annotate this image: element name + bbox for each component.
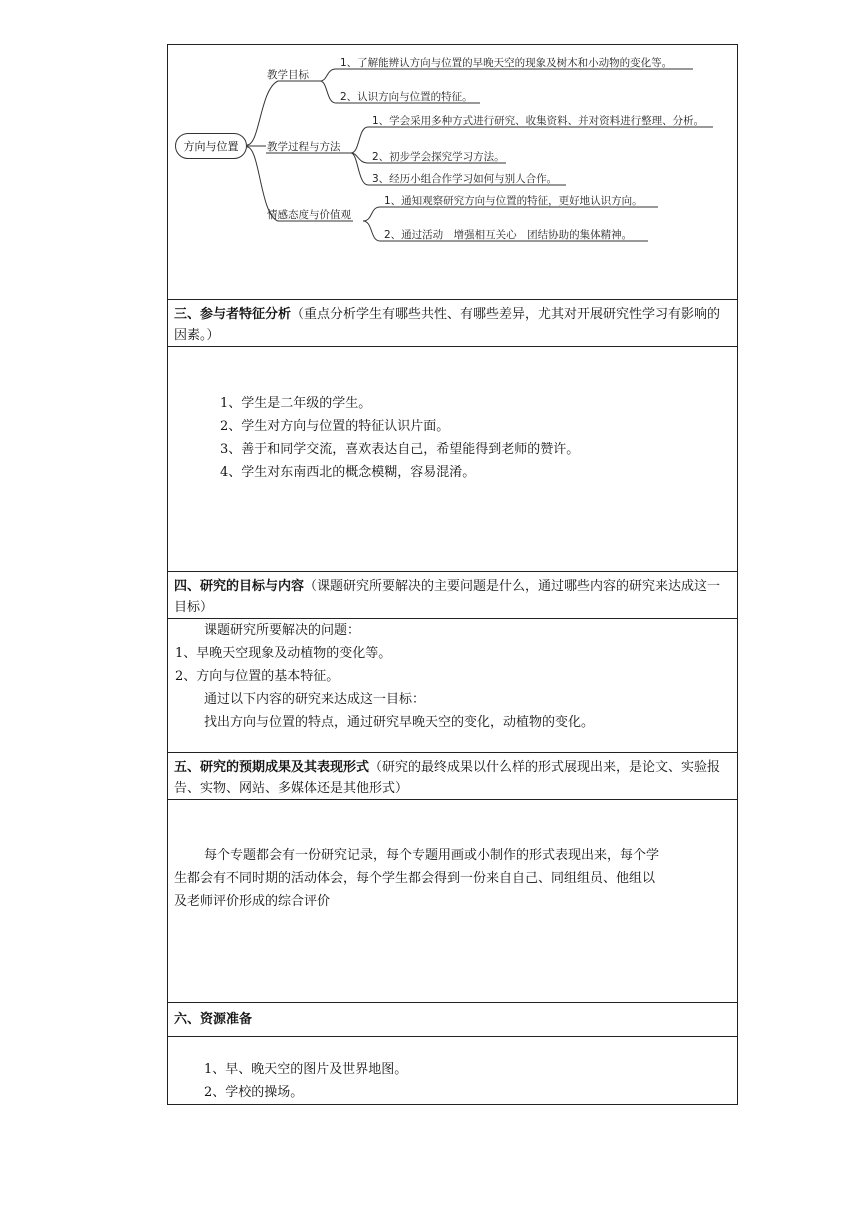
- branch-item: 2、认识方向与位置的特征。: [340, 91, 473, 103]
- branch-item: 1、学会采用多种方式进行研究、收集资料、并对资料进行整理、分析。: [372, 115, 705, 127]
- section-title: 五、研究的预期成果及其表现形式: [174, 760, 370, 775]
- branch-item: 2、通过活动 增强相互关心 团结协助的集体精神。: [384, 229, 633, 241]
- section-6-body: [168, 1037, 737, 1104]
- branch-item: 1、了解能辨认方向与位置的早晚天空的现象及树木和小动物的变化等。: [340, 57, 673, 69]
- section-3-header: [168, 300, 737, 347]
- section-note: （重点分析学生有哪些共性、有哪些差异，尤其对开展研究性学习有影响的因素。）: [174, 307, 721, 343]
- section-3-body: [168, 347, 737, 572]
- section-5-body: [168, 800, 737, 1003]
- text-line: 1、早晚天空现象及动植物的变化等。: [175, 646, 392, 661]
- list-item: 2、学校的操场。: [204, 1085, 304, 1100]
- section-title: 六、资源准备: [174, 1012, 253, 1027]
- text-line: 每个专题都会有一份研究记录，每个专题用画或小制作的形式表现出来，每个学: [204, 848, 660, 863]
- mind-map-row: [168, 45, 737, 300]
- list-item: 4、学生对东南西北的概念模糊，容易混淆。: [220, 465, 476, 480]
- text-line: 及老师评价形成的综合评价: [174, 894, 331, 909]
- section-5-header: [168, 753, 737, 800]
- list-item: 1、早、晚天空的图片及世界地图。: [204, 1062, 408, 1077]
- section-title: 三、参与者特征分析: [174, 307, 292, 322]
- branch-item: 1、通知观察研究方向与位置的特征，更好地认识方向。: [384, 195, 643, 207]
- lesson-plan-table: [167, 44, 738, 1105]
- section-title: 四、研究的目标与内容: [174, 579, 305, 594]
- branch-emotion-values: 情感态度与价值观: [267, 209, 351, 221]
- text-line: 通过以下内容的研究来达成这一目标：: [204, 692, 426, 707]
- list-item: 1、学生是二年级的学生。: [220, 396, 372, 411]
- branch-item: 3、经历小组合作学习如何与别人合作。: [372, 173, 558, 185]
- section-6-header: [168, 1003, 737, 1037]
- branch-teaching-goals: 教学目标: [267, 69, 309, 81]
- branch-process-methods: 教学过程与方法: [267, 141, 341, 153]
- section-4-body: [168, 619, 737, 753]
- section-4-header: [168, 572, 737, 619]
- branch-item: 2、初步学会探究学习方法。: [372, 151, 505, 163]
- list-item: 2、学生对方向与位置的特征认识片面。: [220, 419, 450, 434]
- text-line: 2、方向与位置的基本特征。: [175, 669, 340, 684]
- text-line: 课题研究所要解决的问题：: [204, 623, 361, 638]
- section-note: （研究的最终成果以什么样的形式展现出来，是论文、实验报告、实物、网站、多媒体还是其他形式）: [174, 760, 721, 796]
- text-line: 找出方向与位置的特点，通过研究早晚天空的变化，动植物的变化。: [204, 715, 595, 730]
- mind-map-root: 方向与位置: [175, 133, 247, 159]
- section-note: （课题研究所要解决的主要问题是什么，通过哪些内容的研究来达成这一目标）: [174, 579, 721, 615]
- text-line: 生都会有不同时期的活动体会，每个学生都会得到一份来自自己、同组组员、他组以: [174, 871, 656, 886]
- list-item: 3、善于和同学交流，喜欢表达自己，希望能得到老师的赞许。: [220, 442, 580, 457]
